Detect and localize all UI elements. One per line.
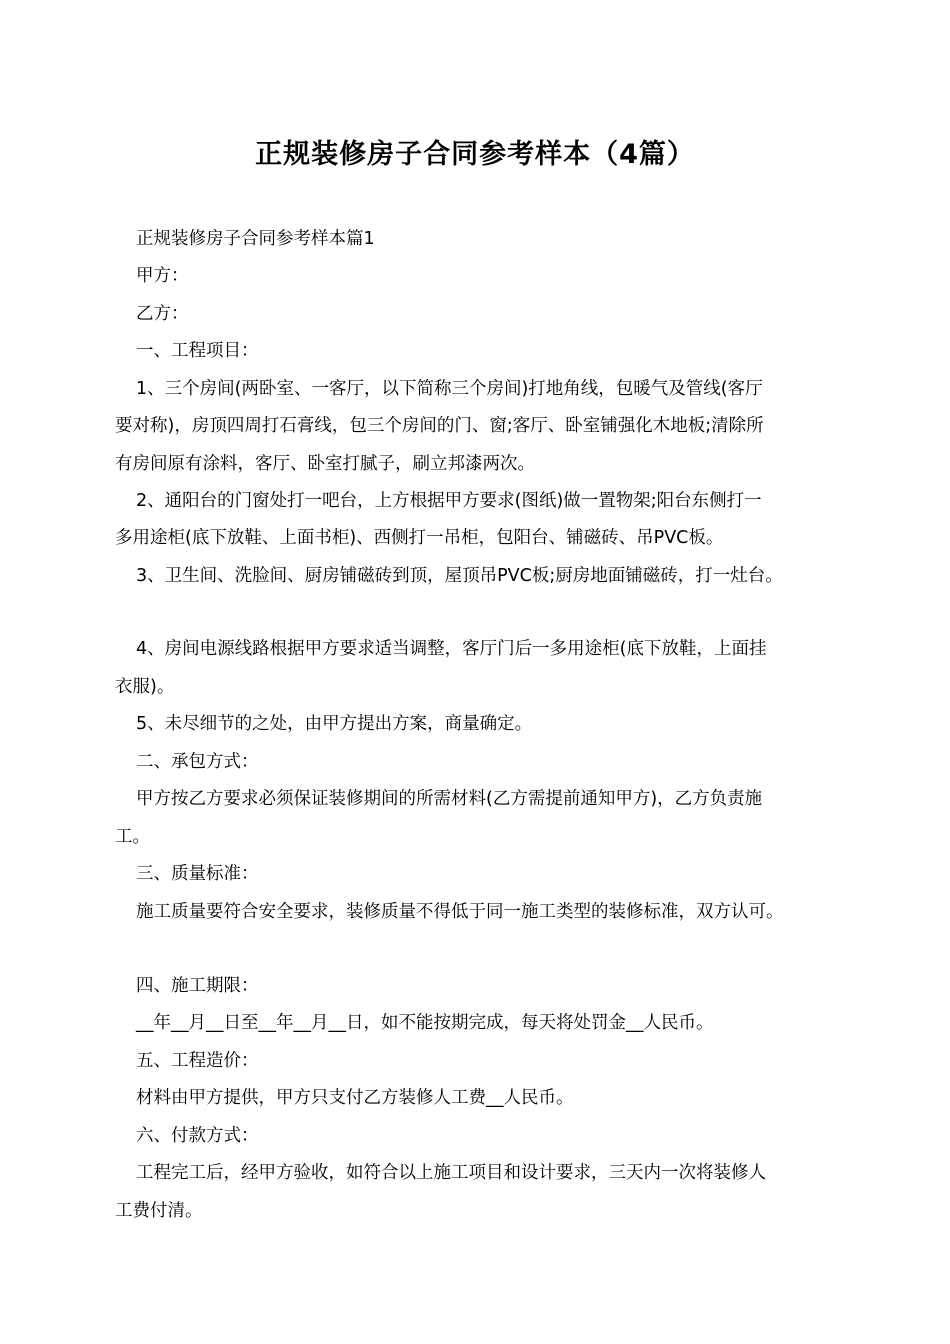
clause-line: 要对称)，房顶四周打石膏线，包三个房间的门、窗;客厅、卧室铺强化木地板;清除所 [115, 416, 764, 436]
clause-line: 4、房间电源线路根据甲方要求适当调整，客厅门后一多用途柜(底下放鞋，上面挂 [136, 639, 767, 659]
clause-line: 工费付清。 [115, 1201, 203, 1221]
clause-line: 2、通阳台的门窗处打一吧台，上方根据甲方要求(图纸)做一置物架;阳台东侧打一 [136, 491, 762, 511]
clause-line: 多用途柜(底下放鞋、上面书柜)、西侧打一吊柜，包阳台、铺磁砖、吊PVC板。 [115, 528, 724, 548]
clause-line: 3、卫生间、洗脸间、厨房铺磁砖到顶，屋顶吊PVC板;厨房地面铺磁砖，打一灶台。 [136, 566, 783, 586]
clause-line: 1、三个房间(两卧室、一客厅，以下简称三个房间)打地角线，包暖气及管线(客厅 [136, 379, 763, 399]
clause-heading-6: 六、付款方式： [136, 1126, 259, 1146]
section-heading: 正规装修房子合同参考样本篇1 [136, 229, 375, 249]
clause-line: 有房间原有涂料，客厅、卧室打腻子，刷立邦漆两次。 [115, 454, 535, 474]
clause-line: 5、未尽细节的之处，由甲方提出方案，商量确定。 [136, 714, 533, 734]
clause-heading-5: 五、工程造价： [136, 1051, 259, 1071]
clause-heading-3: 三、质量标准： [136, 864, 259, 884]
document-title: 正规装修房子合同参考样本（4篇） [255, 139, 695, 170]
clause-line: __年__月__日至__年__月__日，如不能按期完成，每天将处罚金__人民币。 [136, 1013, 714, 1033]
clause-line: 工程完工后，经甲方验收，如符合以上施工项目和设计要求，三天内一次将装修人 [136, 1163, 766, 1183]
party-b-label: 乙方： [136, 304, 189, 324]
clause-heading-1: 一、工程项目： [136, 341, 259, 361]
party-a-label: 甲方： [136, 266, 189, 286]
clause-line: 材料由甲方提供，甲方只支付乙方装修人工费__人民币。 [136, 1088, 574, 1108]
clause-line: 衣服)。 [115, 677, 175, 697]
clause-line: 工。 [115, 827, 150, 847]
clause-heading-4: 四、施工期限： [136, 976, 259, 996]
clause-heading-2: 二、承包方式： [136, 752, 259, 772]
clause-line: 甲方按乙方要求必须保证装修期间的所需材料(乙方需提前通知甲方)，乙方负责施 [136, 789, 763, 809]
clause-line: 施工质量要符合安全要求，装修质量不得低于同一施工类型的装修标准，双方认可。 [136, 902, 784, 922]
